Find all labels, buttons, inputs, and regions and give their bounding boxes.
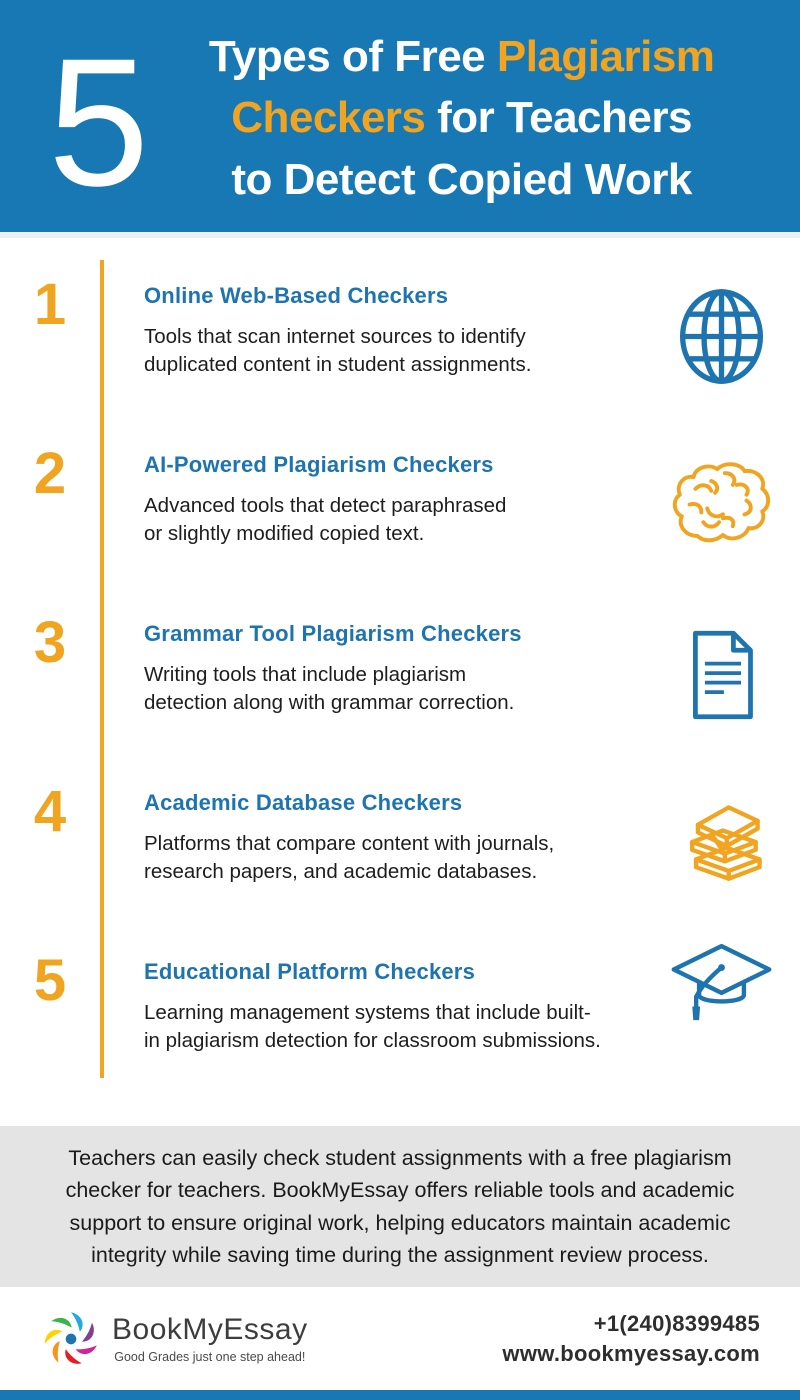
summary-panel <box>0 1126 800 1287</box>
item-description-line: Writing tools that include plagiarism <box>144 663 467 686</box>
page-title <box>149 26 800 211</box>
item-number: 3 <box>33 610 67 675</box>
document-icon <box>644 590 800 759</box>
item-description-line: Advanced tools that detect paraphrased <box>144 494 507 517</box>
summary-line: checker for teachers. BookMyEssay offers reliable tools and academic <box>65 1178 735 1203</box>
item-description-line: duplicated content in student assignments. <box>144 353 532 377</box>
list-item <box>0 759 800 928</box>
item-description-line: Learning management systems that include built- <box>144 1001 591 1024</box>
graduation-cap-icon <box>644 928 800 1097</box>
bottom-accent-bar <box>0 1390 800 1400</box>
item-number: 1 <box>33 272 67 337</box>
item-title: Grammar Tool Plagiarism Checkers <box>144 621 522 646</box>
item-number: 5 <box>33 948 67 1013</box>
title-line-2: Checkers for Teachers <box>231 93 692 143</box>
item-description <box>144 323 644 380</box>
item-number: 2 <box>33 441 67 506</box>
list-item <box>0 421 800 590</box>
website-url: www.bookmyessay.com <box>502 1340 760 1366</box>
header <box>0 0 800 238</box>
item-title: Academic Database Checkers <box>144 790 463 815</box>
item-description-line: Tools that scan internet sources to identify <box>144 325 526 348</box>
item-title: Educational Platform Checkers <box>144 959 476 984</box>
summary-line: integrity while saving time during the assignment review process. <box>91 1242 709 1267</box>
item-title: AI-Powered Plagiarism Checkers <box>144 452 494 477</box>
item-description-line: in plagiarism detection for classroom submissions. <box>144 1029 601 1053</box>
brain-icon <box>644 421 800 590</box>
item-description <box>144 661 644 718</box>
books-icon <box>644 759 800 928</box>
item-description-line: research papers, and academic databases. <box>144 860 538 884</box>
list-item <box>0 928 800 1097</box>
title-line-3: to Detect Copied Work <box>231 154 692 204</box>
summary-line: support to ensure original work, helping educators maintain academic <box>69 1210 731 1235</box>
item-description <box>144 830 644 887</box>
item-description <box>144 999 644 1056</box>
bookmyessay-logo-icon <box>40 1308 102 1370</box>
vertical-accent-line <box>100 260 104 1078</box>
brand-block <box>40 1308 308 1370</box>
brand-name: BookMyEssay <box>112 1313 308 1346</box>
brand-tagline: Good Grades just one step ahead! <box>114 1350 306 1364</box>
footer <box>0 1287 800 1390</box>
item-description-line: Platforms that compare content with journals, <box>144 832 555 855</box>
contact-block <box>502 1311 760 1367</box>
phone-number: +1(240)8399485 <box>593 1310 760 1336</box>
item-number: 4 <box>33 779 67 844</box>
item-description-line: detection along with grammar correction. <box>144 691 515 715</box>
item-title: Online Web-Based Checkers <box>144 283 449 308</box>
item-description-line: or slightly modified copied text. <box>144 522 425 546</box>
list-item <box>0 590 800 759</box>
globe-icon <box>644 252 800 421</box>
header-big-number: 5 <box>48 20 150 225</box>
items-list <box>0 238 800 1126</box>
list-item <box>0 252 800 421</box>
title-line-1: Types of Free Plagiarism <box>208 31 715 81</box>
item-description <box>144 492 644 549</box>
summary-line: Teachers can easily check student assignments with a free plagiarism <box>68 1146 732 1170</box>
